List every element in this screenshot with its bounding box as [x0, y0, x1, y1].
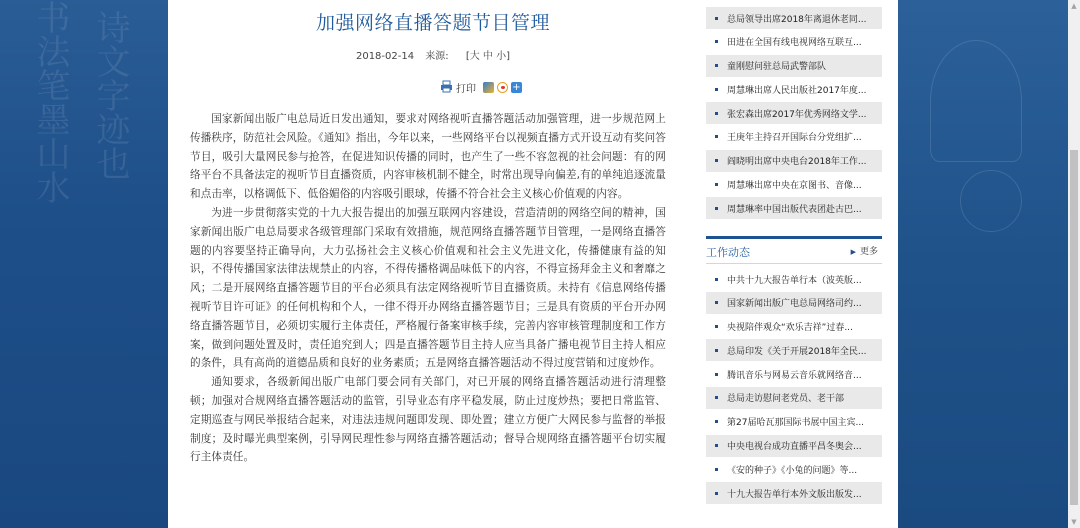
- list-item[interactable]: 周慧琳出席中央在京图书、音像...: [706, 174, 882, 196]
- list-item[interactable]: 中共十九大报告单行本（波英版...: [706, 268, 882, 290]
- article-panel: [168, 0, 698, 528]
- scroll-up-icon[interactable]: ▲: [1071, 2, 1077, 10]
- bullet-icon: [715, 135, 718, 138]
- bullet-icon: [715, 468, 718, 471]
- work-news-list: [706, 268, 882, 506]
- article-body: [190, 110, 666, 467]
- list-item[interactable]: 阎晓明出席中央电台2018年工作...: [706, 150, 882, 172]
- list-item[interactable]: 第27届哈瓦那国际书展中国主宾...: [706, 411, 882, 433]
- background-calligraphy: 诗文字迹也: [90, 10, 130, 180]
- bullet-icon: [715, 373, 718, 376]
- list-item[interactable]: 中央电视台成功直播平昌冬奥会...: [706, 435, 882, 457]
- bullet-icon: [715, 112, 718, 115]
- more-link[interactable]: ▶ 更多: [850, 247, 878, 257]
- bullet-icon: [715, 492, 718, 495]
- bullet-icon: [715, 444, 718, 447]
- bullet-icon: [715, 349, 718, 352]
- page-background-left: [0, 0, 168, 528]
- list-item[interactable]: 《安的种子》《小兔的问题》等...: [706, 458, 882, 480]
- triangle-right-icon: ▶: [850, 248, 856, 256]
- article-paragraph: 国家新闻出版广电总局近日发出通知，要求对网络视听直播答题活动加强管理，进一步规范网上传播秩序，防范社会风险。《通知》指出，今年以来，一些网络平台以视频直播方式开设互动有奖问答节目，吸引大量网民参与抢答，在促进知识传播的同时，也产生了一些不容忽视的社会问题：有的网络平台不具备法定的视听节目直播资质，内容审核机制不健全，时常出现导向偏差,有的单纯追逐流量和点击率，以格调低下、低俗媚俗的内容吸引眼球，传播不符合社会主义核心价值观的内容。: [190, 113, 666, 201]
- bullet-icon: [715, 159, 718, 162]
- bullet-icon: [715, 420, 718, 423]
- article-meta: [168, 47, 698, 62]
- column-gutter: [698, 0, 706, 528]
- background-calligraphy: 书法笔墨山水: [30, 0, 70, 204]
- article-paragraph: 通知要求，各级新闻出版广电部门要会同有关部门，对已开展的网络直播答题活动进行清理整顿；加强对合规网络直播答题活动的监管，引导业态有序平稳发展，防止过度炒热；要把日常监管、定期巡查与网民举报结合起来，对违法违规问题即发现、即处置；建立方便广大网民参与监督的举报制度；及时曝光典型案例，引导网民理性参与网络直播答题活动；督导合规网络直播答题平台切实履行主体责任。: [190, 376, 666, 464]
- list-item[interactable]: 童刚慰问驻总局武警部队: [706, 55, 882, 77]
- bullet-icon: [715, 325, 718, 328]
- section-title[interactable]: 工作动态: [706, 246, 750, 259]
- list-item[interactable]: 国家新闻出版广电总局网络司约...: [706, 292, 882, 314]
- background-sketch: [960, 170, 1022, 232]
- article-toolbar: [440, 78, 522, 96]
- list-item[interactable]: 央视陪伴观众“欢乐吉祥”过春...: [706, 316, 882, 338]
- scroll-down-icon[interactable]: ▼: [1071, 518, 1077, 526]
- weibo-icon[interactable]: [497, 82, 508, 93]
- bullet-icon: [715, 278, 718, 281]
- article-source-label: 来源:: [425, 51, 449, 62]
- work-news-header: [706, 236, 882, 264]
- list-item[interactable]: 王庚年主持召开国际台分党组扩...: [706, 126, 882, 148]
- list-item[interactable]: 总局走访慰问老党员、老干部: [706, 387, 882, 409]
- printer-icon[interactable]: [440, 78, 453, 97]
- list-item[interactable]: 周慧琳出席人民出版社2017年度...: [706, 78, 882, 100]
- list-item[interactable]: 十九大报告单行本外文版出版发...: [706, 482, 882, 504]
- scrollbar-thumb[interactable]: [1070, 150, 1078, 505]
- article-paragraph: 为进一步贯彻落实党的十九大报告提出的加强互联网内容建设，营造清朗的网络空间的精神，国家新闻出版广电总局要求各级管理部门采取有效措施，规范网络直播答题节目管理，一是网络直播答题的内容要坚持正确导向，大力弘扬社会主义核心价值观和社会主义先进文化，传播健康有益的知识，不得传播国家法律法规禁止的内容，不得传播格调品味低下的内容，不得宣扬拜金主义和奢靡之风；二是开展网络直播答题节目的平台必须具有法定网络视听节目直播资质。未持有《信息网络传播视听节目许可证》的任何机构和个人，一律不得开办网络直播答题节目；三是具有资质的平台开办网络直播答题节目，必须切实履行主体责任，严格履行备案审核手续，完善内容审核管理制度和工作方案，做到问题处置及时，责任追究到人；四是直播答题节目主持人应当具备广播电视节目主持人相应的条件，具有高尚的道德品质和良好的业务素质；五是网络直播答题活动不得过度营销和过度炒作。: [190, 206, 666, 370]
- article-title: 加强网络直播答题节目管理: [315, 12, 550, 34]
- plus-icon[interactable]: +: [512, 81, 521, 93]
- article-date: 2018-02-14: [355, 51, 415, 62]
- bullet-icon: [715, 396, 718, 399]
- list-item[interactable]: 田进在全国有线电视网络互联互...: [706, 31, 882, 53]
- list-item[interactable]: 总局领导出席2018年离退休老同...: [706, 7, 882, 29]
- list-item[interactable]: 腾讯音乐与网易云音乐就网络音...: [706, 363, 882, 385]
- bullet-icon: [715, 17, 718, 20]
- list-item[interactable]: 周慧琳率中国出版代表团赴古巴...: [706, 197, 882, 219]
- list-item[interactable]: 张宏森出席2017年优秀网络文学...: [706, 102, 882, 124]
- print-link[interactable]: 打印: [456, 83, 476, 95]
- list-item[interactable]: 总局印发《关于开展2018年全民...: [706, 339, 882, 361]
- font-size-switcher[interactable]: [大 中 小]: [465, 51, 511, 62]
- bullet-icon: [715, 301, 718, 304]
- sidebar: [706, 0, 882, 528]
- bullet-icon: [715, 88, 718, 91]
- background-sketch: [930, 40, 1022, 162]
- sidebar-padding: [882, 0, 898, 528]
- bullet-icon: [715, 207, 718, 210]
- bullet-icon: [715, 64, 718, 67]
- page-scrollbar[interactable]: [1068, 0, 1080, 528]
- share-icon[interactable]: [483, 82, 494, 93]
- bullet-icon: [715, 40, 718, 43]
- leader-news-list: [706, 7, 882, 221]
- bullet-icon: [715, 183, 718, 186]
